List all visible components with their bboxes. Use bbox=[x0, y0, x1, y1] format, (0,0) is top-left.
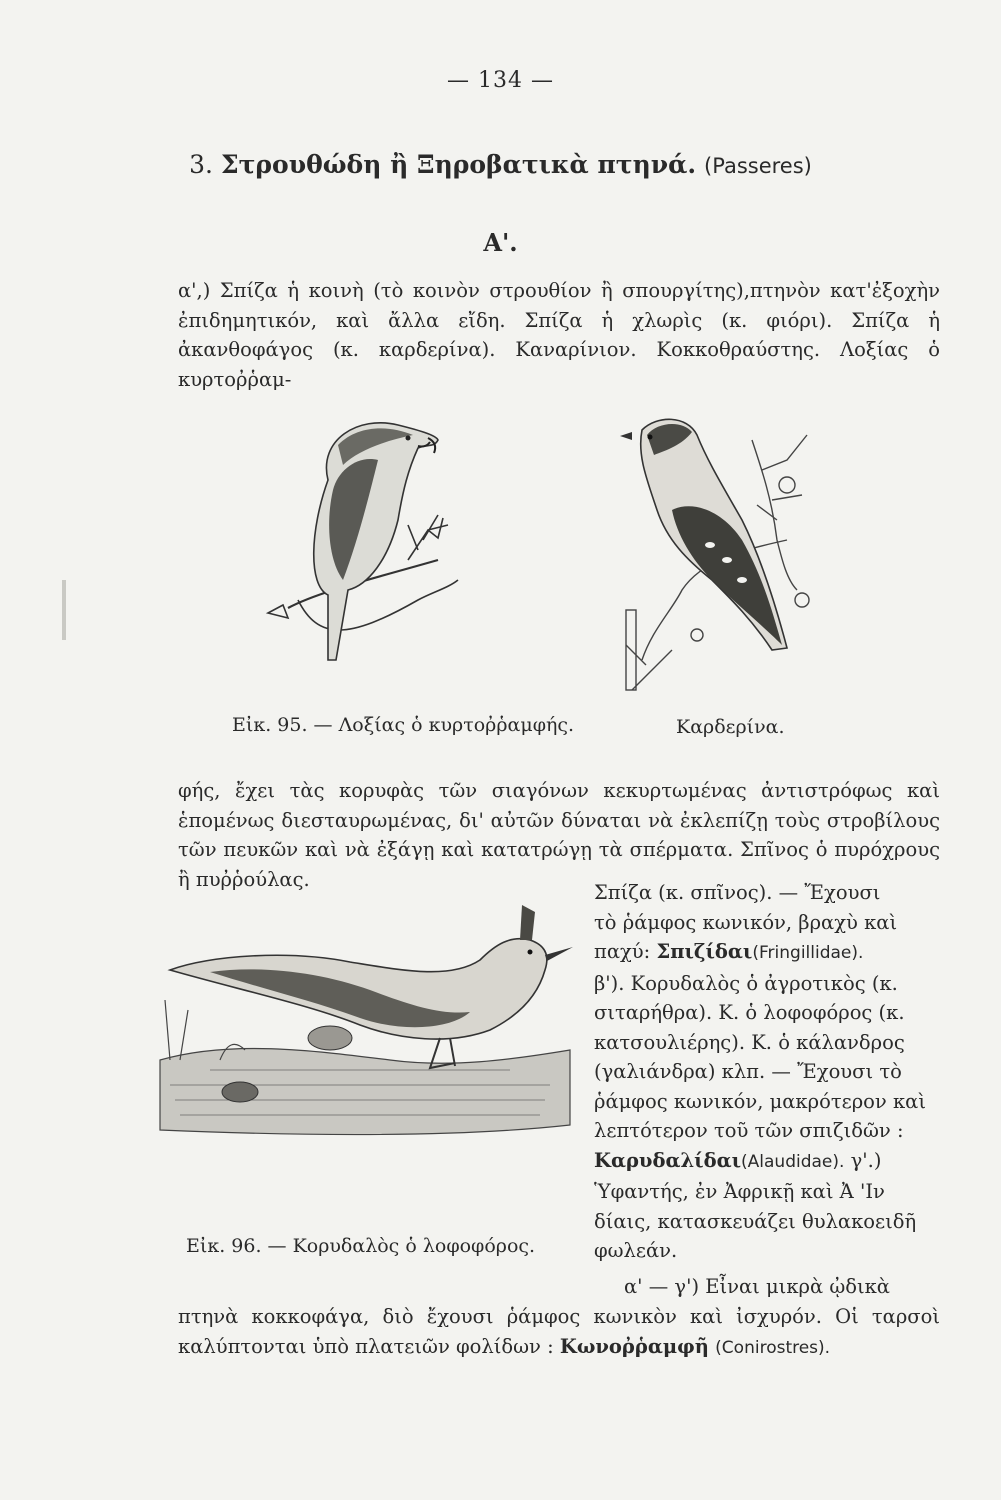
paragraph-3-bold: Κωνοῤῥαμφῆ bbox=[559, 1334, 709, 1358]
side-line-9: λεπτότερον τοῦ τῶν σπιζιδῶν : bbox=[594, 1119, 904, 1142]
side-line-3-pre: παχύ: bbox=[594, 940, 651, 963]
paragraph-3-text: πτηνὰ κοκκοφάγα, διὸ ἔχουσι ῥάμφος κωνικὸν καὶ ἰσχυρόν. Οἱ ταρσοὶ καλύπτονται ὑπὸ πλατειῶν φολίδων : bbox=[178, 1305, 940, 1358]
goldfinch-caption: Καρδερίνα. bbox=[676, 716, 785, 738]
crossbill-illustration bbox=[258, 410, 478, 670]
figure-95-caption: Εἰκ. 95. — Λοξίας ὁ κυρτοῤῥαμφής. bbox=[232, 714, 575, 736]
heading-title: Στρουθώδη ἢ Ξηροβατικὰ πτηνά. bbox=[220, 150, 697, 179]
crested-lark-illustration bbox=[150, 900, 580, 1140]
side-line-13: φωλεάν. bbox=[594, 1239, 678, 1262]
side-line-10-latin: (Alaudidae). bbox=[741, 1151, 845, 1172]
side-line-3-bold: Σπιζίδαι bbox=[656, 940, 753, 963]
page-number: — 134 — bbox=[447, 68, 554, 93]
paragraph-3-first-line: α' — γ') Εἶναι μικρὰ ᾠδικὰ bbox=[624, 1275, 890, 1298]
side-line-10 bbox=[594, 1146, 940, 1178]
margin-mark bbox=[62, 580, 66, 640]
side-line-3-latin: (Fringillidae). bbox=[752, 943, 864, 963]
paragraph-3 bbox=[178, 1302, 940, 1363]
paragraph-2: φής, ἔχει τὰς κορυφὰς τῶν σιαγόνων κεκυρτωμένας ἀντιστρόφως καὶ ἑπομένως διεσταυρωμένας, δι' αὐτῶν δύναται νὰ ἐκλεπίζῃ τοὺς στροβίλους τῶν πευκῶν καὶ νὰ ἐξάγῃ καὶ κατατρώγῃ τὰ σπέρματα. Σπῖνος ὁ πυρόχρους ἢ πυῤῥούλας. bbox=[178, 779, 940, 891]
side-text bbox=[594, 878, 940, 1266]
section-heading bbox=[0, 150, 1001, 179]
side-line-11: Ὑφαντής, ἐν Ἀφρικῇ καὶ Ἀ 'Ιν bbox=[594, 1180, 885, 1203]
section-letter: Α'. bbox=[483, 228, 518, 257]
side-line-12: δίαις, κατασκευάζει θυλακοειδῆ bbox=[594, 1209, 917, 1233]
side-line-6: κατσουλιέρης). Κ. ὁ κάλανδρος bbox=[594, 1030, 905, 1054]
heading-number: 3. bbox=[189, 150, 213, 179]
paragraph-1: α',) Σπίζα ἡ κοινὴ (τὸ κοινὸν στρουθίον ἢ σπουργίτης),πτηνὸν κατ'ἐξοχὴν ἐπιδημητικόν, καὶ ἄλλα εἴδη. Σπίζα ἡ χλωρὶς (κ. φιόρι). Σπίζα ἡ ἀκανθοφάγος (κ. καρδερίνα). Καναρίνιον. Κοκκοθραύστης. Λοξίας ὁ κυρτοῤῥαμ- bbox=[178, 279, 940, 391]
side-line-4: β'). Κορυδαλὸς ὁ ἀγροτικὸς (κ. bbox=[594, 971, 898, 995]
side-line-10-post: γ'.) bbox=[850, 1148, 882, 1172]
figure-96-caption: Εἰκ. 96. — Κορυδαλὸς ὁ λοφοφόρος. bbox=[186, 1235, 536, 1257]
side-line-8: ῥάμφος κωνικόν, μακρότερον καὶ bbox=[594, 1089, 926, 1113]
side-line-2: τὸ ῥάμφος κωνικόν, βραχὺ καὶ bbox=[594, 910, 898, 934]
side-line-10-bold: Καρυδαλίδαι bbox=[594, 1148, 742, 1172]
heading-latin: (Passeres) bbox=[704, 154, 812, 178]
side-line-7: (γαλιάνδρα) κλπ. — Ἔχουσι τὸ bbox=[594, 1060, 902, 1083]
side-line-1: Σπίζα (κ. σπῖνος). — Ἔχουσι bbox=[594, 881, 881, 904]
side-line-3 bbox=[594, 937, 940, 969]
goldfinch-illustration bbox=[612, 410, 832, 695]
paragraph-3-latin: (Conirostres). bbox=[715, 1337, 831, 1358]
side-line-5: σιταρήθρα). Κ. ὁ λοφοφόρος (κ. bbox=[594, 1001, 905, 1024]
